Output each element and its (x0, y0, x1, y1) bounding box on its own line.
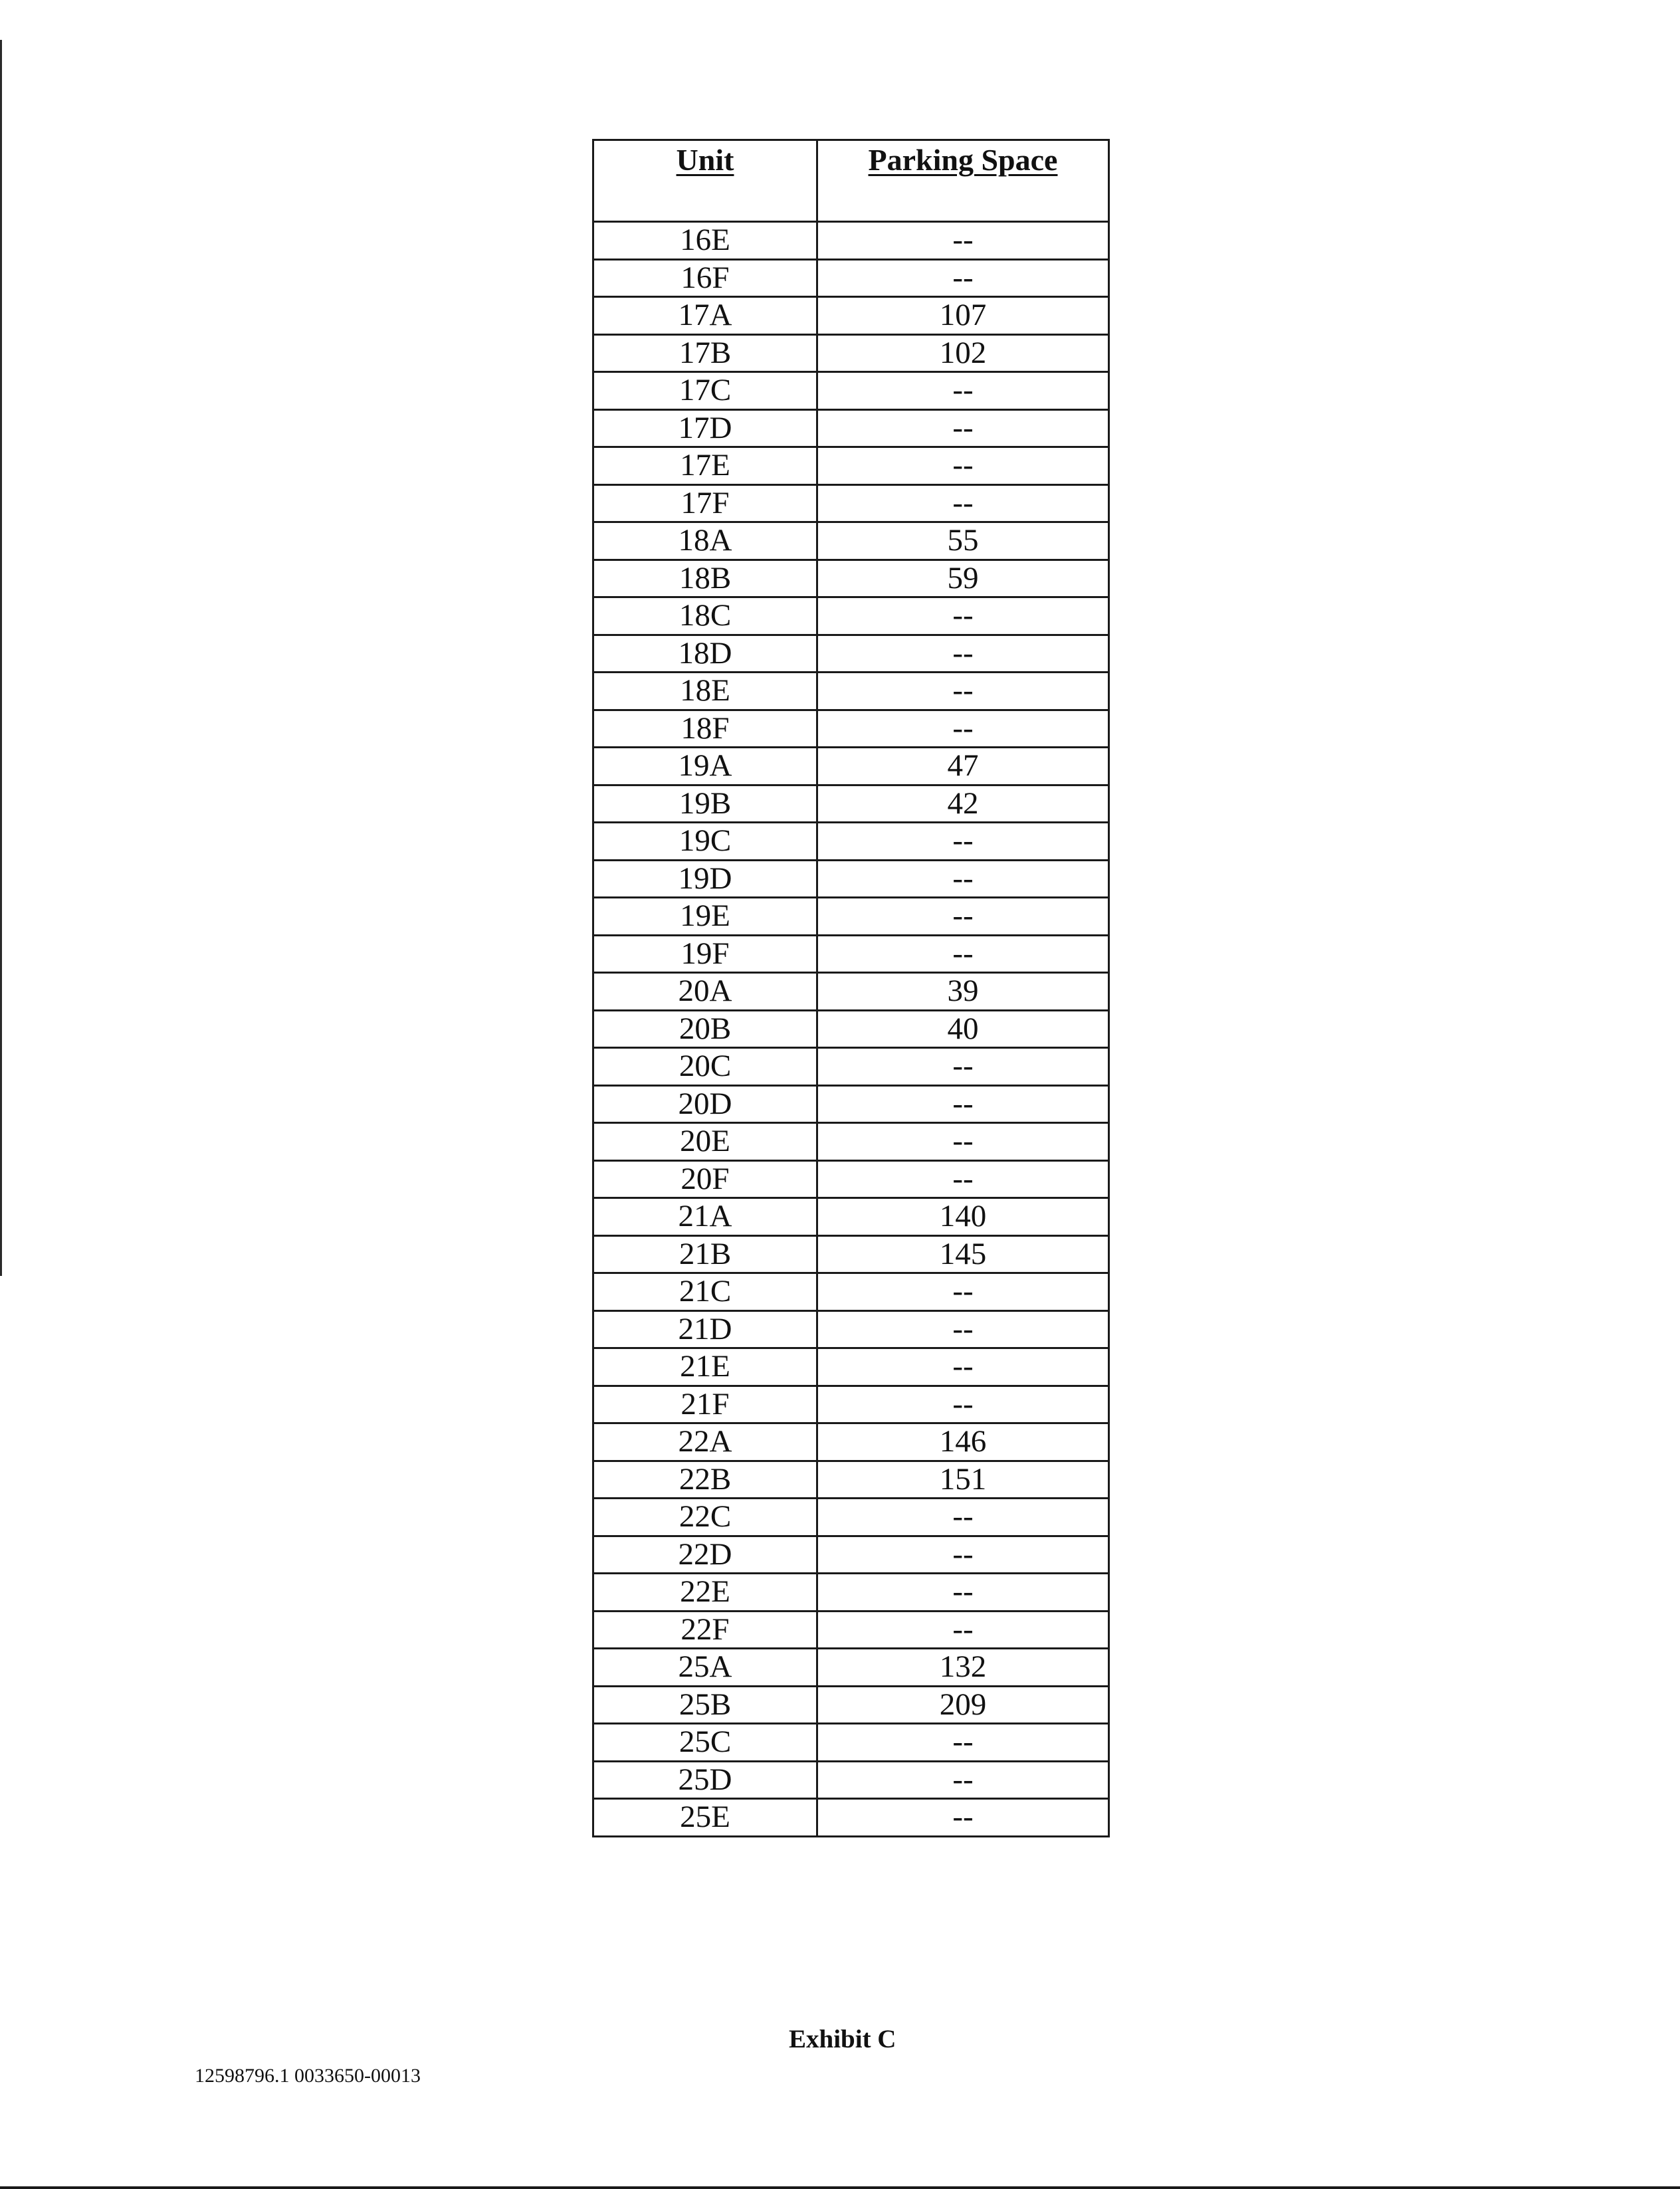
table-row (593, 334, 1109, 372)
unit-cell: 18B (593, 560, 817, 597)
unit-cell: 18C (593, 597, 817, 635)
unit-cell: 22D (593, 1536, 817, 1574)
table-row (593, 935, 1109, 973)
unit-cell: 21D (593, 1310, 817, 1348)
unit-cell: 22C (593, 1499, 817, 1536)
table-row (593, 1085, 1109, 1123)
parking-space-cell: -- (817, 259, 1109, 297)
unit-cell: 19E (593, 898, 817, 936)
unit-cell: 17A (593, 297, 817, 335)
parking-space-cell: -- (817, 1761, 1109, 1799)
parking-space-cell: -- (817, 635, 1109, 673)
table-row (593, 372, 1109, 410)
table-row (593, 222, 1109, 260)
parking-space-cell: -- (817, 1499, 1109, 1536)
parking-space-cell: -- (817, 1799, 1109, 1837)
table-row (593, 1686, 1109, 1724)
parking-space-cell: -- (817, 860, 1109, 898)
parking-space-cell: -- (817, 1085, 1109, 1123)
table-header-row (593, 140, 1109, 222)
unit-cell: 20E (593, 1123, 817, 1161)
table-row (593, 1649, 1109, 1687)
unit-cell: 20A (593, 973, 817, 1011)
parking-assignment-table (592, 139, 1110, 1837)
parking-space-cell: -- (817, 1386, 1109, 1423)
table-row (593, 823, 1109, 861)
unit-cell: 22B (593, 1461, 817, 1499)
parking-space-cell: -- (817, 823, 1109, 861)
unit-cell: 21C (593, 1273, 817, 1311)
unit-cell: 21B (593, 1235, 817, 1273)
parking-space-cell: 145 (817, 1235, 1109, 1273)
table-row (593, 297, 1109, 335)
table-row (593, 1348, 1109, 1386)
unit-cell: 16F (593, 259, 817, 297)
parking-space-cell: -- (817, 1123, 1109, 1161)
table-row (593, 635, 1109, 673)
parking-space-cell: -- (817, 484, 1109, 522)
parking-space-cell: -- (817, 597, 1109, 635)
unit-cell: 19C (593, 823, 817, 861)
table-row (593, 1574, 1109, 1612)
unit-cell: 20B (593, 1010, 817, 1048)
parking-space-cell: -- (817, 673, 1109, 710)
table-row (593, 1273, 1109, 1311)
scan-edge-left (0, 40, 2, 1276)
parking-space-cell: 47 (817, 748, 1109, 785)
parking-space-cell: 151 (817, 1461, 1109, 1499)
parking-space-cell: -- (817, 222, 1109, 260)
table-row (593, 1536, 1109, 1574)
unit-cell: 20F (593, 1160, 817, 1198)
table-row (593, 409, 1109, 447)
parking-space-cell: -- (817, 1348, 1109, 1386)
table-row (593, 1799, 1109, 1837)
unit-cell: 18F (593, 710, 817, 748)
parking-space-cell: -- (817, 409, 1109, 447)
unit-cell: 18D (593, 635, 817, 673)
parking-space-cell: 140 (817, 1198, 1109, 1236)
parking-space-cell: 102 (817, 334, 1109, 372)
parking-space-cell: -- (817, 372, 1109, 410)
table-row (593, 710, 1109, 748)
table-row (593, 560, 1109, 597)
unit-column-header: Unit (593, 140, 817, 222)
unit-cell: 18A (593, 522, 817, 560)
parking-space-cell: -- (817, 1724, 1109, 1762)
table-row (593, 673, 1109, 710)
unit-cell: 17F (593, 484, 817, 522)
table-row (593, 597, 1109, 635)
parking-space-cell: 209 (817, 1686, 1109, 1724)
unit-cell: 21E (593, 1348, 817, 1386)
parking-space-cell: -- (817, 935, 1109, 973)
table-row (593, 785, 1109, 823)
parking-space-cell: 132 (817, 1649, 1109, 1687)
parking-space-cell: 107 (817, 297, 1109, 335)
parking-space-cell: -- (817, 447, 1109, 485)
unit-cell: 21F (593, 1386, 817, 1423)
scan-edge-bottom (0, 2186, 1680, 2189)
parking-space-cell: -- (817, 1048, 1109, 1086)
unit-cell: 19A (593, 748, 817, 785)
table-row (593, 860, 1109, 898)
table-row (593, 1386, 1109, 1423)
parking-space-cell: 146 (817, 1423, 1109, 1461)
unit-cell: 25A (593, 1649, 817, 1687)
table-row (593, 1048, 1109, 1086)
document-id: 12598796.1 0033650-00013 (195, 2065, 421, 2087)
table-row (593, 1235, 1109, 1273)
parking-space-cell: 40 (817, 1010, 1109, 1048)
unit-cell: 25D (593, 1761, 817, 1799)
table-row (593, 1423, 1109, 1461)
unit-cell: 19F (593, 935, 817, 973)
unit-cell: 22A (593, 1423, 817, 1461)
unit-cell: 17C (593, 372, 817, 410)
table-row (593, 748, 1109, 785)
parking-space-cell: -- (817, 1160, 1109, 1198)
parking-space-cell: -- (817, 898, 1109, 936)
parking-space-cell: -- (817, 1574, 1109, 1612)
table-row (593, 484, 1109, 522)
table-row (593, 1461, 1109, 1499)
unit-cell: 17E (593, 447, 817, 485)
parking-space-cell: -- (817, 1611, 1109, 1649)
table-row (593, 1499, 1109, 1536)
table-row (593, 1724, 1109, 1762)
unit-cell: 25E (593, 1799, 817, 1837)
parking-space-cell: 42 (817, 785, 1109, 823)
parking-space-cell: 59 (817, 560, 1109, 597)
unit-cell: 22F (593, 1611, 817, 1649)
unit-cell: 25B (593, 1686, 817, 1724)
table-row (593, 973, 1109, 1011)
table-row (593, 1611, 1109, 1649)
unit-cell: 16E (593, 222, 817, 260)
table-row (593, 1198, 1109, 1236)
table-row (593, 447, 1109, 485)
unit-cell: 19B (593, 785, 817, 823)
table-body (593, 222, 1109, 1837)
unit-cell: 17D (593, 409, 817, 447)
parking-space-cell: 39 (817, 973, 1109, 1011)
exhibit-label: Exhibit C (789, 2025, 896, 2053)
unit-cell: 18E (593, 673, 817, 710)
table-row (593, 1310, 1109, 1348)
table-row (593, 522, 1109, 560)
unit-cell: 19D (593, 860, 817, 898)
unit-cell: 25C (593, 1724, 817, 1762)
table-row (593, 1160, 1109, 1198)
unit-cell: 22E (593, 1574, 817, 1612)
unit-cell: 21A (593, 1198, 817, 1236)
parking-space-column-header: Parking Space (817, 140, 1109, 222)
table-row (593, 898, 1109, 936)
parking-space-cell: -- (817, 1273, 1109, 1311)
table-row (593, 1761, 1109, 1799)
parking-space-cell: -- (817, 1536, 1109, 1574)
table-row (593, 1123, 1109, 1161)
unit-cell: 20C (593, 1048, 817, 1086)
unit-cell: 20D (593, 1085, 817, 1123)
parking-space-cell: 55 (817, 522, 1109, 560)
table-row (593, 259, 1109, 297)
unit-cell: 17B (593, 334, 817, 372)
table-row (593, 1010, 1109, 1048)
parking-space-cell: -- (817, 710, 1109, 748)
parking-space-cell: -- (817, 1310, 1109, 1348)
